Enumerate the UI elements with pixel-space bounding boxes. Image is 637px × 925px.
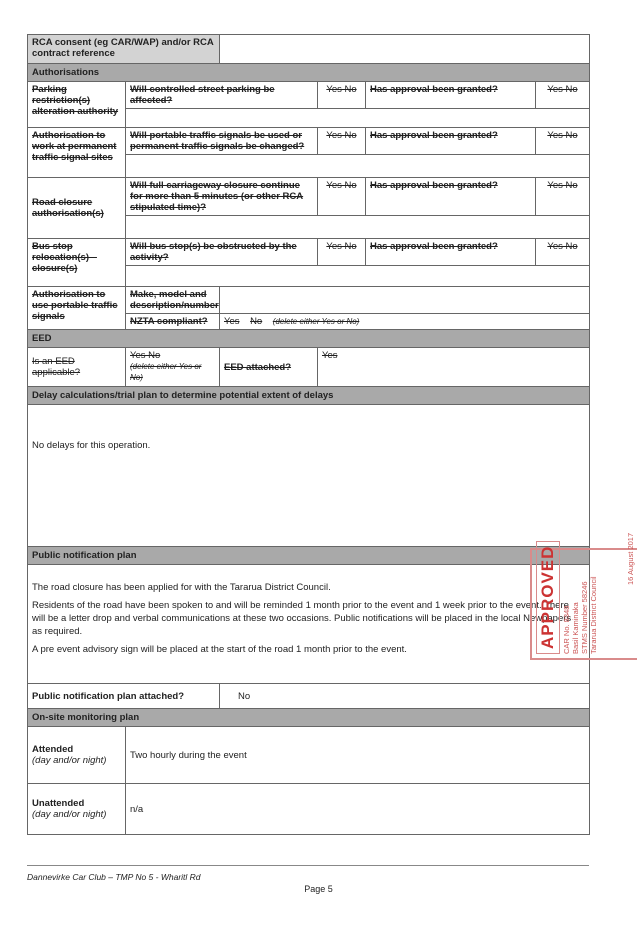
stamp-line-3: STMS Number 58246 — [580, 581, 589, 654]
public-attached-value[interactable]: No — [220, 684, 590, 709]
public-paragraph-3: A pre event advisory sign will be placed at the start of the road 1 month prior to the event. — [32, 644, 407, 655]
approved-stamp — [530, 545, 637, 660]
nzta-no[interactable]: No — [250, 316, 263, 327]
public-paragraph-2: Residents of the road have been spoken to and will be reminded 1 month prior to the event and 1 week prior to the event. There will be a letter drop and verbal communications at these two occasions. Public notifications will be placed in the local Newpapers as required. — [32, 600, 572, 637]
public-attached-row — [28, 684, 590, 709]
signals-nzta-value[interactable] — [220, 314, 590, 330]
auth-notes-bus[interactable] — [126, 266, 590, 287]
form-table — [27, 34, 590, 835]
monitoring-header: On-site monitoring plan — [28, 709, 590, 727]
tmp-form — [27, 34, 589, 835]
unattended-value[interactable]: n/a — [126, 784, 590, 835]
nzta-yes[interactable]: Yes — [224, 316, 240, 327]
signals-label: Authorisation to use portable traffic signals — [28, 287, 126, 330]
eed-note: (delete either Yes or No) — [130, 362, 202, 382]
eed-yn-cell[interactable] — [126, 348, 220, 387]
auth-question-closure: Will full carriageway closure continue for more than 5 minutes (or other RCA stipulated time)? — [126, 178, 318, 216]
unattended-sub: (day and/or night) — [32, 809, 107, 820]
auth-question-signals: Will portable traffic signals be used or permanent traffic signals be changed? — [126, 128, 318, 155]
auth-approval-closure: Has approval been granted? — [366, 178, 536, 216]
unattended-label-cell — [28, 784, 126, 835]
eed-row — [28, 348, 590, 387]
nzta-note: (delete either Yes or No) — [272, 317, 360, 326]
page-number: Page 5 — [304, 884, 333, 894]
auth-question-bus: Will bus stop(s) be obstructed by the activity? — [126, 239, 318, 266]
auth-row-bus — [28, 239, 590, 266]
signals-nzta-label: NZTA compliant? — [126, 314, 220, 330]
eed-attached-value[interactable]: Yes — [318, 348, 590, 387]
auth-label-parking: Parking restriction(s) alteration authority — [28, 82, 126, 128]
rca-value[interactable] — [220, 35, 590, 64]
footer: Dannevirke Car Club – TMP No 5 - Wharitl Rd — [27, 865, 589, 882]
auth-row-closure — [28, 178, 590, 216]
stamp-line-4: Tararua District Council — [589, 576, 598, 654]
attended-row — [28, 727, 590, 784]
auth-approval-parking: Has approval been granted? — [366, 82, 536, 109]
stamp-date: 16 August 2017 — [626, 532, 635, 585]
eed-yn[interactable]: Yes No — [130, 350, 161, 361]
auth-label-bus: Bus stop relocation(s) – closure(s) — [28, 239, 126, 287]
public-attached-label: Public notification plan attached? — [28, 684, 220, 709]
eed-header: EED — [28, 330, 590, 348]
public-header-row — [28, 547, 590, 565]
auth-yn1-bus[interactable]: Yes No — [318, 239, 366, 266]
auth-row-signals — [28, 128, 590, 155]
public-header: Public notification plan — [28, 547, 590, 565]
eed-attached-label: EED attached? — [220, 348, 318, 387]
auth-row-parking — [28, 82, 590, 109]
delay-body-row — [28, 405, 590, 547]
signals-make-value[interactable] — [220, 287, 590, 314]
public-body[interactable] — [28, 565, 590, 684]
auth-yn1-closure[interactable]: Yes No — [318, 178, 366, 216]
authorisations-header: Authorisations — [28, 64, 590, 82]
attended-label: Attended — [32, 744, 74, 755]
rca-row — [28, 35, 590, 64]
stamp-line-1: CAR No. 8348 — [562, 605, 571, 654]
stamp-title: APPROVED — [536, 541, 560, 654]
auth-yn2-signals[interactable]: Yes No — [536, 128, 590, 155]
auth-approval-bus: Has approval been granted? — [366, 239, 536, 266]
public-body-row — [28, 565, 590, 684]
delay-header-row — [28, 387, 590, 405]
eed-question: Is an EED applicable? — [28, 348, 126, 387]
rca-label: RCA consent (eg CAR/WAP) and/or RCA contract reference — [28, 35, 220, 64]
attended-value[interactable]: Two hourly during the event — [126, 727, 590, 784]
auth-notes-signals[interactable] — [126, 155, 590, 178]
auth-notes-parking[interactable] — [126, 109, 590, 128]
monitoring-header-row — [28, 709, 590, 727]
auth-notes-closure[interactable] — [126, 216, 590, 239]
unattended-label: Unattended — [32, 798, 85, 809]
attended-sub: (day and/or night) — [32, 755, 107, 766]
auth-yn2-bus[interactable]: Yes No — [536, 239, 590, 266]
stamp-line-2: Basil Kaminaka — [571, 602, 580, 654]
auth-label-signals: Authorisation to work at permanent traffic signal sites — [28, 128, 126, 178]
authorisations-header-row — [28, 64, 590, 82]
auth-yn1-parking[interactable]: Yes No — [318, 82, 366, 109]
delay-text[interactable]: No delays for this operation. — [28, 405, 590, 547]
auth-approval-signals: Has approval been granted? — [366, 128, 536, 155]
auth-label-closure: Road closure authorisation(s) — [28, 178, 126, 239]
auth-yn1-signals[interactable]: Yes No — [318, 128, 366, 155]
auth-yn2-parking[interactable]: Yes No — [536, 82, 590, 109]
attended-label-cell — [28, 727, 126, 784]
delay-header: Delay calculations/trial plan to determine potential extent of delays — [28, 387, 590, 405]
public-paragraph-1: The road closure has been applied for with the Tararua District Council. — [32, 582, 331, 593]
auth-question-parking: Will controlled street parking be affected? — [126, 82, 318, 109]
eed-header-row — [28, 330, 590, 348]
unattended-row — [28, 784, 590, 835]
signals-make-row — [28, 287, 590, 314]
auth-yn2-closure[interactable]: Yes No — [536, 178, 590, 216]
signals-make-label: Make, model and description/number — [126, 287, 220, 314]
